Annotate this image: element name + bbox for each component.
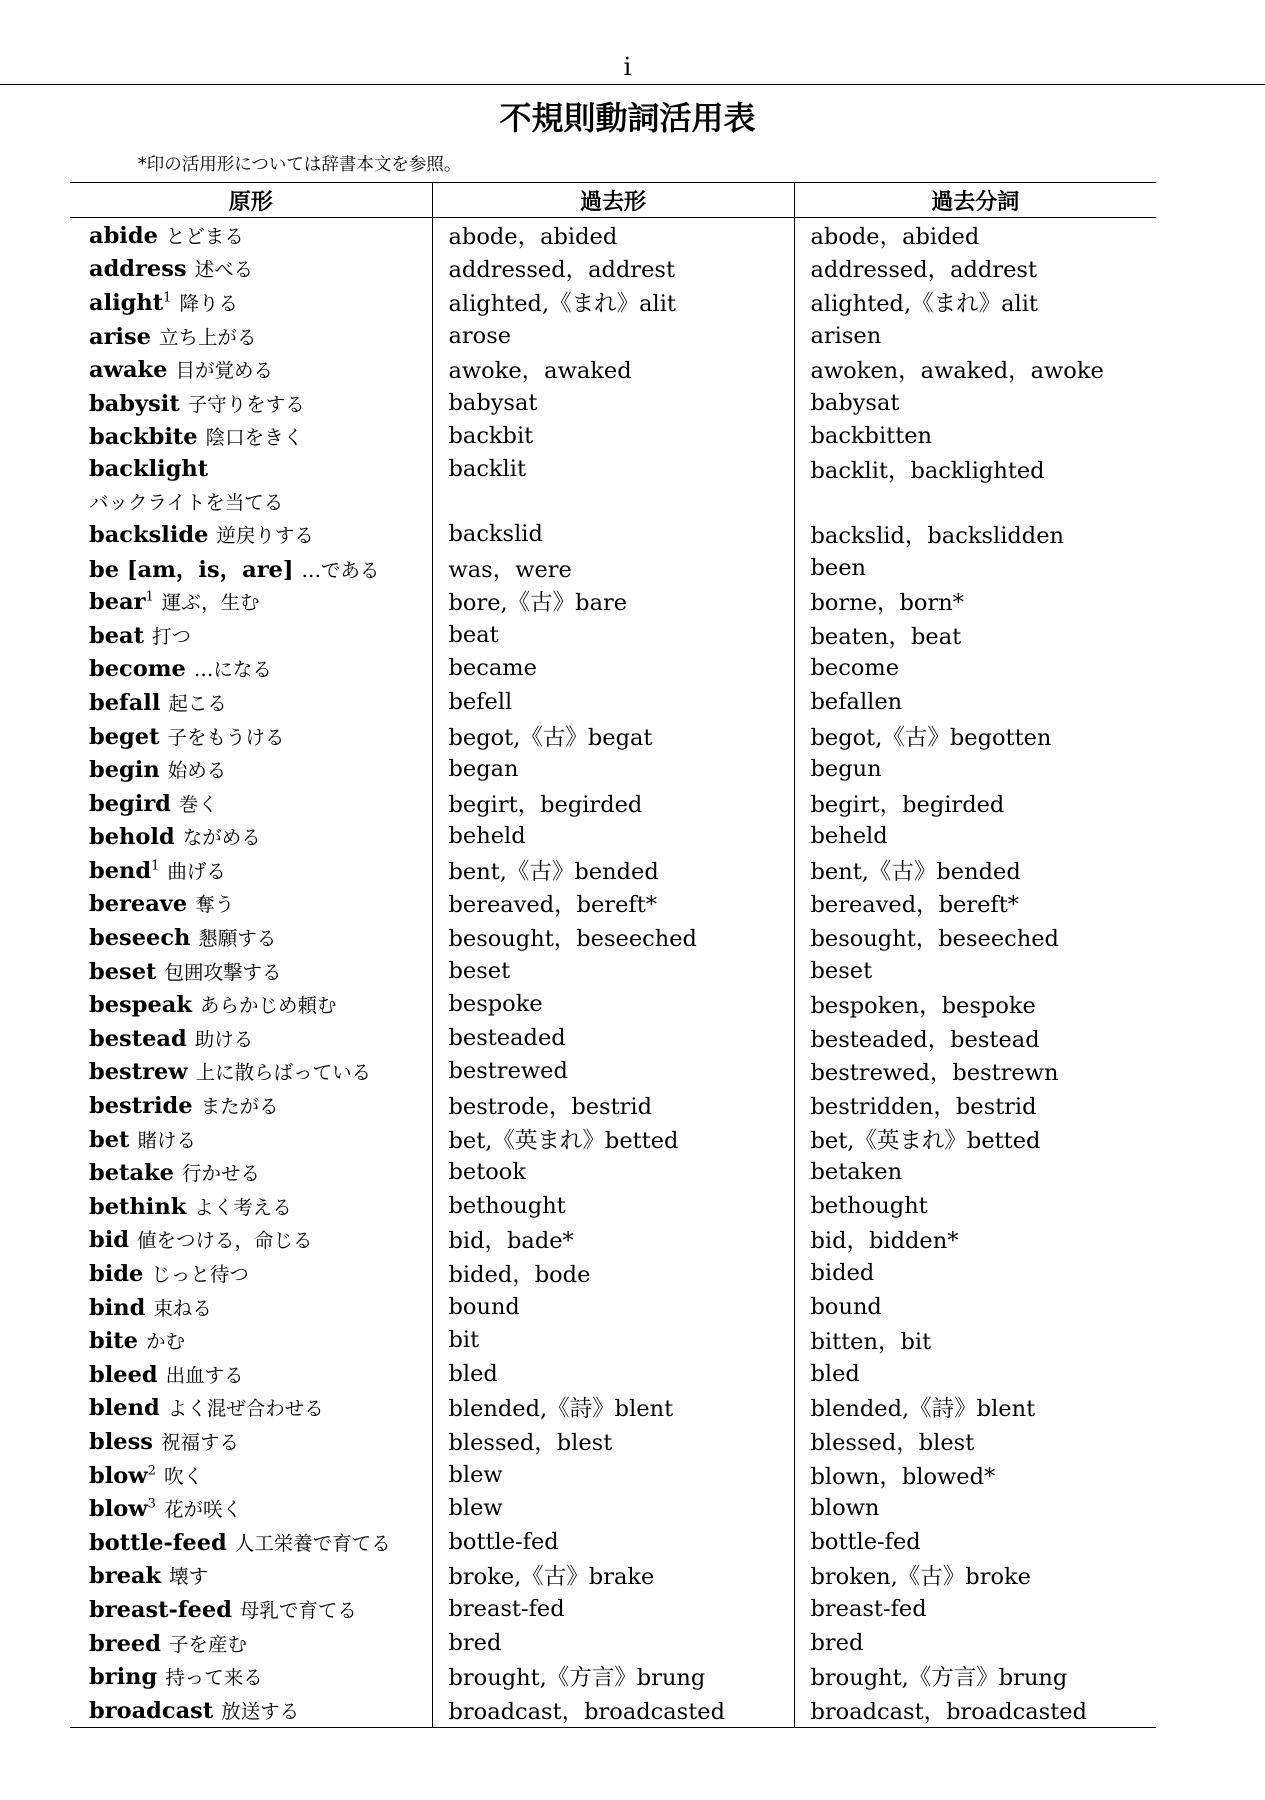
japanese-gloss: 目が覚める — [175, 359, 273, 383]
past-tense-cell: bore,《古》bare — [432, 584, 794, 618]
base-form-cell — [70, 420, 432, 454]
headword: blow — [89, 1462, 148, 1489]
base-form-cell — [70, 584, 432, 618]
past-tense-cell: backbit — [432, 420, 794, 454]
column-header-past-tense: 過去形 — [432, 183, 794, 218]
past-participle-cell: bestrewed，bestrewn — [794, 1055, 1156, 1089]
past-participle-cell: bethought — [794, 1189, 1156, 1223]
table-row — [70, 1055, 1156, 1089]
homograph-number: 1 — [163, 290, 172, 306]
homograph-number: 3 — [147, 1496, 156, 1512]
japanese-gloss: またがる — [200, 1095, 279, 1119]
table-row — [70, 1458, 1156, 1492]
past-participle-cell: backbitten — [794, 420, 1156, 454]
headword: breast-feed — [89, 1596, 232, 1623]
base-form-cell — [70, 1155, 432, 1189]
headword: beset — [89, 958, 157, 985]
past-participle-cell: besteaded，bestead — [794, 1021, 1156, 1055]
japanese-gloss: 曲げる — [167, 859, 226, 883]
past-participle-cell — [794, 485, 1156, 517]
past-tense-cell: blew — [432, 1491, 794, 1525]
japanese-gloss: 束ねる — [153, 1296, 212, 1320]
japanese-gloss: かむ — [146, 1330, 186, 1354]
table-row — [70, 1626, 1156, 1660]
past-participle-cell: begirt，begirded — [794, 786, 1156, 820]
table-row — [70, 786, 1156, 820]
past-participle-cell: bled — [794, 1357, 1156, 1391]
table-row — [70, 1088, 1156, 1122]
past-tense-cell: arose — [432, 319, 794, 353]
past-participle-cell: been — [794, 551, 1156, 585]
headword: abide — [89, 222, 158, 249]
table-row — [70, 1559, 1156, 1593]
japanese-gloss: 運ぶ，生む — [161, 591, 260, 615]
headword: betake — [89, 1160, 174, 1187]
table-row — [70, 319, 1156, 353]
base-form-cell — [70, 786, 432, 820]
table-row — [70, 920, 1156, 954]
base-form-cell — [70, 1256, 432, 1290]
headword: bless — [89, 1428, 153, 1455]
footnote-note: *印の活用形については辞書本文を参照。 — [138, 155, 462, 175]
past-participle-cell: breast-fed — [794, 1592, 1156, 1626]
japanese-gloss: じっと待つ — [151, 1263, 249, 1287]
page-number: i — [623, 53, 632, 81]
headword: beat — [89, 622, 145, 649]
headword: bend — [89, 857, 152, 884]
base-form-cell — [70, 1559, 432, 1593]
base-form-cell — [70, 652, 432, 686]
past-participle-cell: abode，abided — [794, 218, 1156, 252]
table-row — [70, 252, 1156, 286]
base-form-cell — [70, 1055, 432, 1089]
past-participle-cell: bound — [794, 1290, 1156, 1324]
past-participle-cell: broken,《古》broke — [794, 1559, 1156, 1593]
japanese-gloss: 子守りをする — [187, 392, 305, 416]
headword: arise — [89, 323, 151, 350]
past-tense-cell: blew — [432, 1458, 794, 1492]
past-tense-cell — [432, 485, 794, 517]
table-row — [70, 1525, 1156, 1559]
headword: awake — [89, 357, 168, 384]
headword: begird — [89, 790, 171, 817]
base-form-cell — [70, 820, 432, 854]
past-tense-cell: beat — [432, 618, 794, 652]
past-tense-cell: became — [432, 652, 794, 686]
base-form-cell — [70, 517, 432, 551]
past-participle-cell: addressed，addrest — [794, 252, 1156, 286]
japanese-gloss: 値をつける，命じる — [137, 1229, 313, 1253]
base-form-cell — [70, 719, 432, 753]
headword: bethink — [89, 1193, 187, 1220]
table-row — [70, 1659, 1156, 1693]
headword: bespeak — [89, 992, 192, 1019]
past-participle-cell: become — [794, 652, 1156, 686]
past-participle-cell: begun — [794, 752, 1156, 786]
past-participle-cell: bided — [794, 1256, 1156, 1290]
table-row — [70, 752, 1156, 786]
base-form-cell — [70, 551, 432, 585]
base-form-cell — [70, 1021, 432, 1055]
headword: begin — [89, 757, 160, 784]
past-tense-cell: bided，bode — [432, 1256, 794, 1290]
japanese-gloss: 吹く — [163, 1464, 203, 1488]
base-form-cell — [70, 954, 432, 988]
japanese-gloss: バックライトを当てる — [89, 491, 284, 515]
past-tense-cell: awoke，awaked — [432, 352, 794, 386]
headword: bestride — [89, 1093, 193, 1120]
past-participle-cell: alighted,《まれ》alit — [794, 285, 1156, 319]
base-form-cell — [70, 1592, 432, 1626]
past-tense-cell: beheld — [432, 820, 794, 854]
past-tense-cell: bent,《古》bended — [432, 853, 794, 887]
header-rule — [0, 84, 1265, 85]
past-tense-cell: bled — [432, 1357, 794, 1391]
base-form-cell — [70, 319, 432, 353]
past-participle-cell: besought，beseeched — [794, 920, 1156, 954]
past-participle-cell: bet,《英まれ》betted — [794, 1122, 1156, 1156]
table-row — [70, 285, 1156, 319]
table-row — [70, 1223, 1156, 1257]
past-participle-cell: backslid，backslidden — [794, 517, 1156, 551]
past-participle-cell: blown — [794, 1491, 1156, 1525]
base-form-cell — [70, 252, 432, 286]
headword: break — [89, 1563, 162, 1590]
base-form-cell — [70, 685, 432, 719]
headword: backlight — [89, 456, 209, 483]
homograph-number: 2 — [147, 1463, 156, 1479]
past-tense-cell: bid，bade* — [432, 1223, 794, 1257]
japanese-gloss: 子をもうける — [167, 725, 285, 749]
past-tense-cell: broadcast，broadcasted — [432, 1693, 794, 1727]
headword: behold — [89, 824, 175, 851]
past-tense-cell: bred — [432, 1626, 794, 1660]
japanese-gloss: 奪う — [195, 893, 235, 917]
past-tense-cell: besought，beseeched — [432, 920, 794, 954]
table-row — [70, 820, 1156, 854]
japanese-gloss: とどまる — [165, 224, 244, 248]
japanese-gloss: あらかじめ頼む — [199, 994, 337, 1018]
table-row — [70, 853, 1156, 887]
headword: become — [89, 656, 186, 683]
past-tense-cell: broke,《古》brake — [432, 1559, 794, 1593]
page-title: 不規則動詞活用表 — [499, 99, 756, 137]
past-participle-cell: blown，blowed* — [794, 1458, 1156, 1492]
past-participle-cell: borne，born* — [794, 584, 1156, 618]
headword: beget — [89, 723, 160, 750]
base-form-cell — [70, 1424, 432, 1458]
base-form-cell — [70, 1659, 432, 1693]
past-tense-cell: beset — [432, 954, 794, 988]
base-form-cell — [70, 453, 432, 485]
headword: bestrew — [89, 1059, 188, 1086]
table-row — [70, 453, 1156, 485]
base-form-cell — [70, 1693, 432, 1727]
past-participle-cell: arisen — [794, 319, 1156, 353]
japanese-gloss: よく混ぜ合わせる — [167, 1397, 324, 1421]
past-participle-cell: betaken — [794, 1155, 1156, 1189]
past-tense-cell: bespoke — [432, 987, 794, 1021]
base-form-cell — [70, 920, 432, 954]
table-row — [70, 1021, 1156, 1055]
table-row — [70, 1290, 1156, 1324]
past-participle-cell: begot,《古》begotten — [794, 719, 1156, 753]
japanese-gloss: 述べる — [194, 258, 254, 282]
table-row — [70, 517, 1156, 551]
base-form-cell — [70, 987, 432, 1021]
table-row — [70, 1155, 1156, 1189]
past-tense-cell: bit — [432, 1323, 794, 1357]
headword: babysit — [89, 390, 180, 417]
japanese-gloss: 助ける — [194, 1027, 254, 1051]
japanese-gloss: 人工栄養で育てる — [234, 1531, 391, 1555]
past-tense-cell: backslid — [432, 517, 794, 551]
headword: bereave — [89, 891, 188, 918]
irregular-verb-table — [70, 182, 1156, 1728]
table-row — [70, 1424, 1156, 1458]
table-row — [70, 1693, 1156, 1727]
past-participle-cell: brought,《方言》brung — [794, 1659, 1156, 1693]
past-tense-cell: bestrewed — [432, 1055, 794, 1089]
base-form-cell — [70, 1122, 432, 1156]
past-participle-cell: bespoken，bespoke — [794, 987, 1156, 1021]
japanese-gloss: 出血する — [165, 1363, 244, 1387]
table-row — [70, 551, 1156, 585]
japanese-gloss: ながめる — [182, 826, 261, 850]
base-form-cell — [70, 1088, 432, 1122]
japanese-gloss: 包囲攻撃する — [164, 960, 282, 984]
japanese-gloss: 降りる — [179, 291, 238, 315]
headword: backslide — [89, 521, 209, 548]
past-participle-cell: beheld — [794, 820, 1156, 854]
past-tense-cell: alighted,《まれ》alit — [432, 285, 794, 319]
headword: blow — [89, 1496, 148, 1523]
homograph-number: 1 — [145, 589, 154, 605]
homograph-number: 1 — [151, 858, 160, 874]
past-tense-cell: began — [432, 752, 794, 786]
base-form-cell — [70, 485, 432, 517]
japanese-gloss: 起こる — [168, 691, 227, 715]
past-participle-cell: blessed，blest — [794, 1424, 1156, 1458]
headword: befall — [89, 689, 161, 716]
base-form-cell — [70, 853, 432, 887]
headword: bite — [89, 1328, 138, 1355]
base-form-cell — [70, 1525, 432, 1559]
past-participle-cell: bereaved，bereft* — [794, 887, 1156, 921]
table-row — [70, 1491, 1156, 1525]
japanese-gloss: 母乳で育てる — [239, 1598, 357, 1622]
base-form-cell — [70, 1290, 432, 1324]
past-participle-cell: bid，bidden* — [794, 1223, 1156, 1257]
past-tense-cell: bestrode，bestrid — [432, 1088, 794, 1122]
past-tense-cell: breast-fed — [432, 1592, 794, 1626]
table-row — [70, 1323, 1156, 1357]
past-participle-cell: befallen — [794, 685, 1156, 719]
past-tense-cell: was，were — [432, 551, 794, 585]
japanese-gloss: 子を産む — [168, 1632, 247, 1656]
base-form-cell — [70, 1491, 432, 1525]
table-row — [70, 420, 1156, 454]
table-row — [70, 218, 1156, 252]
headword: bide — [89, 1261, 144, 1288]
japanese-gloss: 賭ける — [137, 1128, 196, 1152]
headword: bestead — [89, 1025, 187, 1052]
table-row — [70, 584, 1156, 618]
headword: bottle-feed — [89, 1529, 227, 1556]
table-row — [70, 987, 1156, 1021]
headword: backbite — [89, 424, 198, 451]
base-form-cell — [70, 285, 432, 319]
headword: bring — [89, 1664, 158, 1691]
table-row — [70, 352, 1156, 386]
past-tense-cell: betook — [432, 1155, 794, 1189]
table-body — [70, 218, 1156, 1728]
past-participle-cell: awoken，awaked，awoke — [794, 352, 1156, 386]
base-form-cell — [70, 1391, 432, 1425]
base-form-cell — [70, 1458, 432, 1492]
past-tense-cell: besteaded — [432, 1021, 794, 1055]
table-row — [70, 618, 1156, 652]
base-form-cell — [70, 218, 432, 252]
past-tense-cell: addressed，addrest — [432, 252, 794, 286]
headword: bet — [89, 1126, 130, 1153]
japanese-gloss: 巻く — [178, 792, 218, 816]
column-header-base-form: 原形 — [70, 183, 432, 218]
base-form-cell — [70, 887, 432, 921]
past-participle-cell: beset — [794, 954, 1156, 988]
japanese-gloss: 祝福する — [160, 1430, 239, 1454]
base-form-cell — [70, 618, 432, 652]
japanese-gloss: 始める — [167, 759, 227, 783]
past-tense-cell: bethought — [432, 1189, 794, 1223]
past-participle-cell: broadcast，broadcasted — [794, 1693, 1156, 1727]
japanese-gloss: …になる — [193, 658, 272, 682]
headword: alight — [89, 289, 164, 316]
table-row — [70, 719, 1156, 753]
past-participle-cell: blended,《詩》blent — [794, 1391, 1156, 1425]
table-row — [70, 1189, 1156, 1223]
column-header-past-participle: 過去分詞 — [794, 183, 1156, 218]
past-participle-cell: backlit，backlighted — [794, 453, 1156, 485]
headword: beseech — [89, 925, 191, 952]
past-tense-cell: bet,《英まれ》betted — [432, 1122, 794, 1156]
past-participle-cell: bent,《古》bended — [794, 853, 1156, 887]
headword: bear — [89, 589, 146, 616]
japanese-gloss: 逆戻りする — [216, 523, 314, 547]
table-row — [70, 652, 1156, 686]
japanese-gloss: 上に散らばっている — [195, 1061, 372, 1085]
japanese-gloss: 立ち上がる — [158, 325, 257, 349]
base-form-cell — [70, 1357, 432, 1391]
past-participle-cell: bestridden，bestrid — [794, 1088, 1156, 1122]
japanese-gloss: 懇願する — [198, 927, 277, 951]
japanese-gloss: 花が咲く — [163, 1498, 242, 1522]
base-form-cell — [70, 386, 432, 420]
headword: address — [89, 256, 187, 283]
table-row — [70, 1256, 1156, 1290]
japanese-gloss: 放送する — [221, 1699, 300, 1723]
past-participle-cell: beaten，beat — [794, 618, 1156, 652]
japanese-gloss: 壊す — [169, 1565, 209, 1589]
table-row — [70, 1592, 1156, 1626]
headword: bid — [89, 1227, 130, 1254]
table-row — [70, 887, 1156, 921]
table-header-row — [70, 183, 1156, 218]
past-participle-cell: bitten，bit — [794, 1323, 1156, 1357]
past-tense-cell: babysat — [432, 386, 794, 420]
past-tense-cell: begot,《古》begat — [432, 719, 794, 753]
headword: breed — [89, 1630, 161, 1657]
past-tense-cell: abode，abided — [432, 218, 794, 252]
headword: be [am，is，are] — [89, 556, 294, 583]
table-row — [70, 1122, 1156, 1156]
base-form-cell — [70, 352, 432, 386]
past-tense-cell: begirt，begirded — [432, 786, 794, 820]
headword: bind — [89, 1294, 146, 1321]
table-row — [70, 485, 1156, 517]
past-tense-cell: bottle-fed — [432, 1525, 794, 1559]
past-tense-cell: befell — [432, 685, 794, 719]
table-row — [70, 1357, 1156, 1391]
japanese-gloss: よく考える — [194, 1195, 292, 1219]
base-form-cell — [70, 752, 432, 786]
base-form-cell — [70, 1189, 432, 1223]
past-tense-cell: bound — [432, 1290, 794, 1324]
past-tense-cell: brought,《方言》brung — [432, 1659, 794, 1693]
base-form-cell — [70, 1223, 432, 1257]
base-form-cell — [70, 1323, 432, 1357]
base-form-cell — [70, 1626, 432, 1660]
past-tense-cell: blessed，blest — [432, 1424, 794, 1458]
headword: broadcast — [89, 1697, 214, 1724]
table-row — [70, 1391, 1156, 1425]
past-participle-cell: bred — [794, 1626, 1156, 1660]
past-tense-cell: bereaved，bereft* — [432, 887, 794, 921]
headword: blend — [89, 1395, 160, 1422]
table-row — [70, 386, 1156, 420]
japanese-gloss: …である — [301, 558, 380, 582]
past-tense-cell: blended,《詩》blent — [432, 1391, 794, 1425]
japanese-gloss: 打つ — [152, 624, 192, 648]
past-participle-cell: babysat — [794, 386, 1156, 420]
table-row — [70, 685, 1156, 719]
japanese-gloss: 行かせる — [181, 1162, 260, 1186]
past-participle-cell: bottle-fed — [794, 1525, 1156, 1559]
japanese-gloss: 持って来る — [165, 1666, 263, 1690]
past-tense-cell: backlit — [432, 453, 794, 485]
headword: bleed — [89, 1361, 158, 1388]
table-row — [70, 954, 1156, 988]
japanese-gloss: 陰口をきく — [205, 426, 304, 450]
